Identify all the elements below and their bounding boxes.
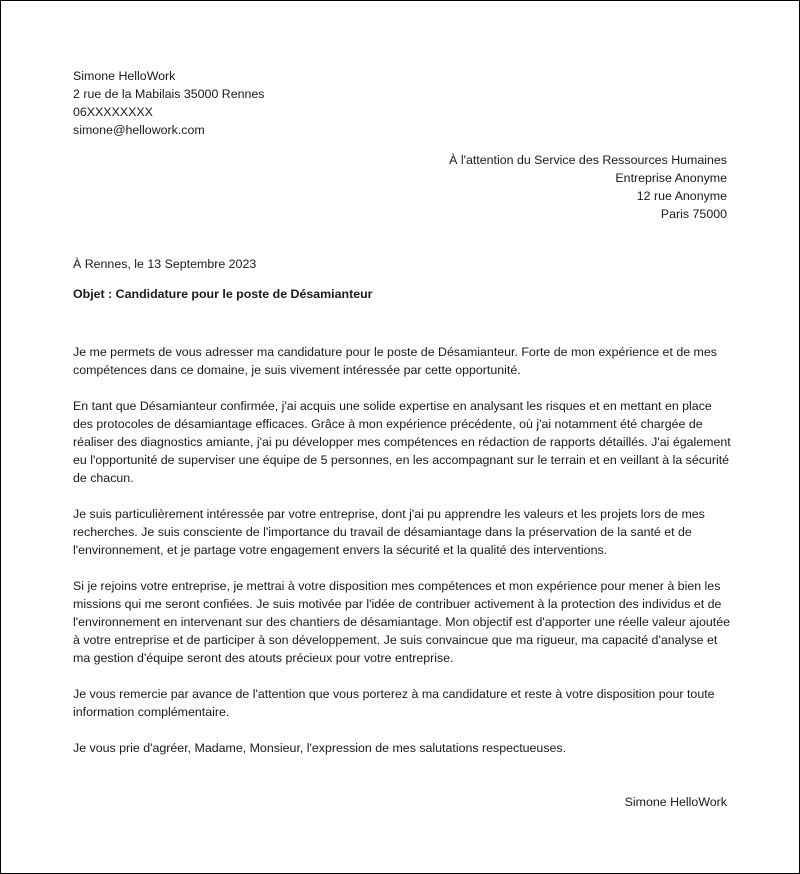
letter-date: À Rennes, le 13 Septembre 2023: [73, 257, 257, 271]
recipient-street: 12 rue Anonyme: [636, 189, 727, 203]
sender-block: [73, 67, 473, 139]
recipient-attention: À l'attention du Service des Ressources Humaines: [449, 153, 727, 167]
body-paragraph: Je vous remercie par avance de l'attention que vous porterez à ma candidature et reste à votre disposition pour toute information complémentaire.: [73, 687, 715, 719]
sender-address: 2 rue de la Mabilais 35000 Rennes: [73, 87, 265, 101]
recipient-block: [307, 151, 727, 223]
letter-subject: Objet : Candidature pour le poste de Désamianteur: [73, 287, 373, 301]
sender-phone: 06XXXXXXXX: [73, 105, 153, 119]
body-paragraph: Je suis particulièrement intéressée par votre entreprise, dont j'ai pu apprendre les valeurs et les projets lors de mes recherches. Je suis consciente de l'importance du travail de désamiantage dans la préservation de la santé et de l'environnement, et je partage votre engagement envers la sécurité et la qualité des interventions.: [73, 507, 705, 557]
body-paragraph: Je me permets de vous adresser ma candidature pour le poste de Désamianteur. Forte de mon expérience et de mes compétences dans ce domaine, je suis vivement intéressée par cette opportunité.: [73, 345, 717, 377]
letter-closing: Je vous prie d'agréer, Madame, Monsieur, l'expression de mes salutations respectueuses.: [73, 741, 567, 755]
letter-signature: Simone HelloWork: [624, 795, 727, 809]
sender-name: Simone HelloWork: [73, 69, 176, 83]
recipient-company: Entreprise Anonyme: [615, 171, 727, 185]
body-paragraph: En tant que Désamianteur confirmée, j'ai acquis une solide expertise en analysant les risques et en mettant en place des protocoles de désamiantage efficaces. Grâce à mon expérience précédente, où j'ai notamment été chargée de réaliser des diagnostics amiante, j'ai pu développer mes compétences en rédaction de rapports détaillés. J'ai également eu l'opportunité de superviser une équipe de 5 personnes, en les accompagnant sur le terrain et en veillant à la sécurité de chacun.: [73, 399, 731, 485]
letter-body: [73, 343, 733, 739]
body-paragraph: Si je rejoins votre entreprise, je mettrai à votre disposition mes compétences et mon expérience pour mener à bien les missions qui me seront confiées. Je suis motivée par l'idée de contribuer activement à la protection des individus et de l'environnement en intervenant sur des chantiers de désamiantage. Mon objectif est d'apporter une réelle valeur ajoutée à votre entreprise et de participer à son développement. Je suis convaincue que ma rigueur, ma capacité d'analyse et ma gestion d'équipe seront des atouts précieux pour votre entreprise.: [73, 579, 731, 665]
recipient-city: Paris 75000: [660, 207, 727, 221]
sender-email: simone@hellowork.com: [73, 123, 205, 137]
